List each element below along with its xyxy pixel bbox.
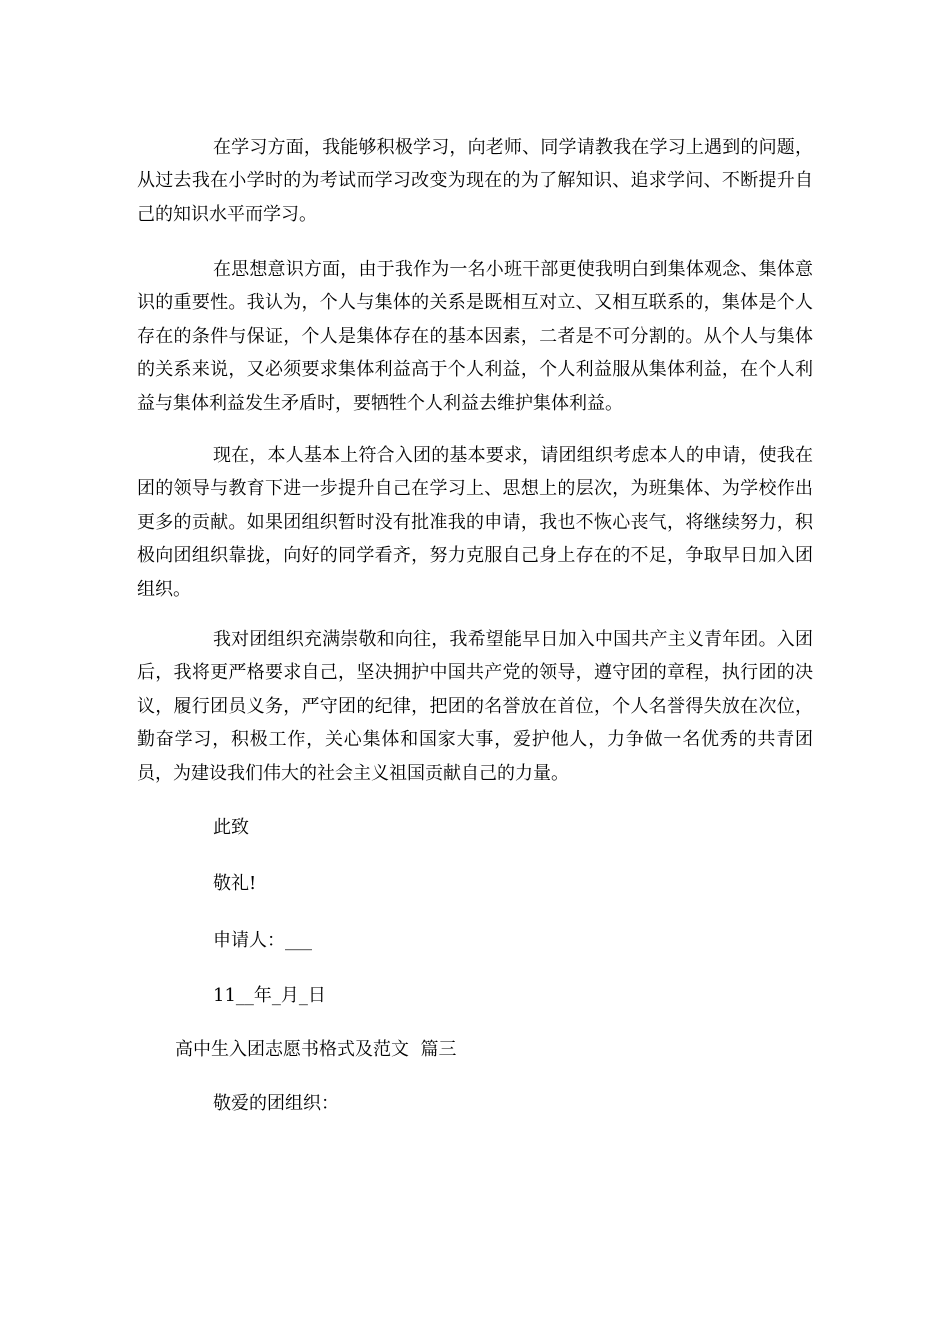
applicant-line: 申请人：___ [213, 930, 312, 951]
paragraph-request: 现在，本人基本上符合入团的基本要求，请团组织考虑本人的申请，使我在团的领导与教育下进一步提升自己在学习上、思想上的层次，为班集体、为学校作出更多的贡献。如果团组织暂时没有批准我的申请，我也不恢心丧气，将继续努力，积极向团组织靠拢，向好的同学看齐，努力克服自己身上存在的不足，争取早日加入团组织。 [137, 445, 813, 600]
closing-salutation: 此致 [213, 817, 249, 838]
paragraph-ideology: 在思想意识方面，由于我作为一名小班干部更使我明白到集体观念、集体意识的重要性。我认为，个人与集体的关系是既相互对立、又相互联系的，集体是个人存在的条件与保证，个人是集体存在的基本因素，二者是不可分割的。从个人与集体的关系来说，又必须要求集体利益高于个人利益，个人利益服从集体利益，在个人利益与集体利益发生矛盾时，要牺牲个人利益去维护集体利益。 [137, 259, 813, 414]
paragraph-study: 在学习方面，我能够积极学习，向老师、同学请教我在学习上遇到的问题，从过去我在小学时的为考试而学习改变为现在的为了解知识、追求学问、不断提升自己的知识水平而学习。 [137, 137, 813, 225]
date-line: 11__年_月_日 [213, 985, 326, 1006]
greeting: 敬爱的团组织： [213, 1093, 339, 1114]
section-heading: 高中生入团志愿书格式及范文 篇三 [175, 1039, 457, 1060]
paragraph-commitment: 我对团组织充满崇敬和向往，我希望能早日加入中国共产主义青年团。入团后，我将更严格要求自己，坚决拥护中国共产党的领导，遵守团的章程，执行团的决议，履行团员义务，严守团的纪律，把团的名誉放在首位，个人名誉得失放在次位，勤奋学习，积极工作，关心集体和国家大事，爱护他人，力争做一名优秀的共青团员，为建设我们伟大的社会主义祖国贡献自己的力量。 [137, 629, 813, 784]
closing-regards: 敬礼! [213, 873, 257, 894]
